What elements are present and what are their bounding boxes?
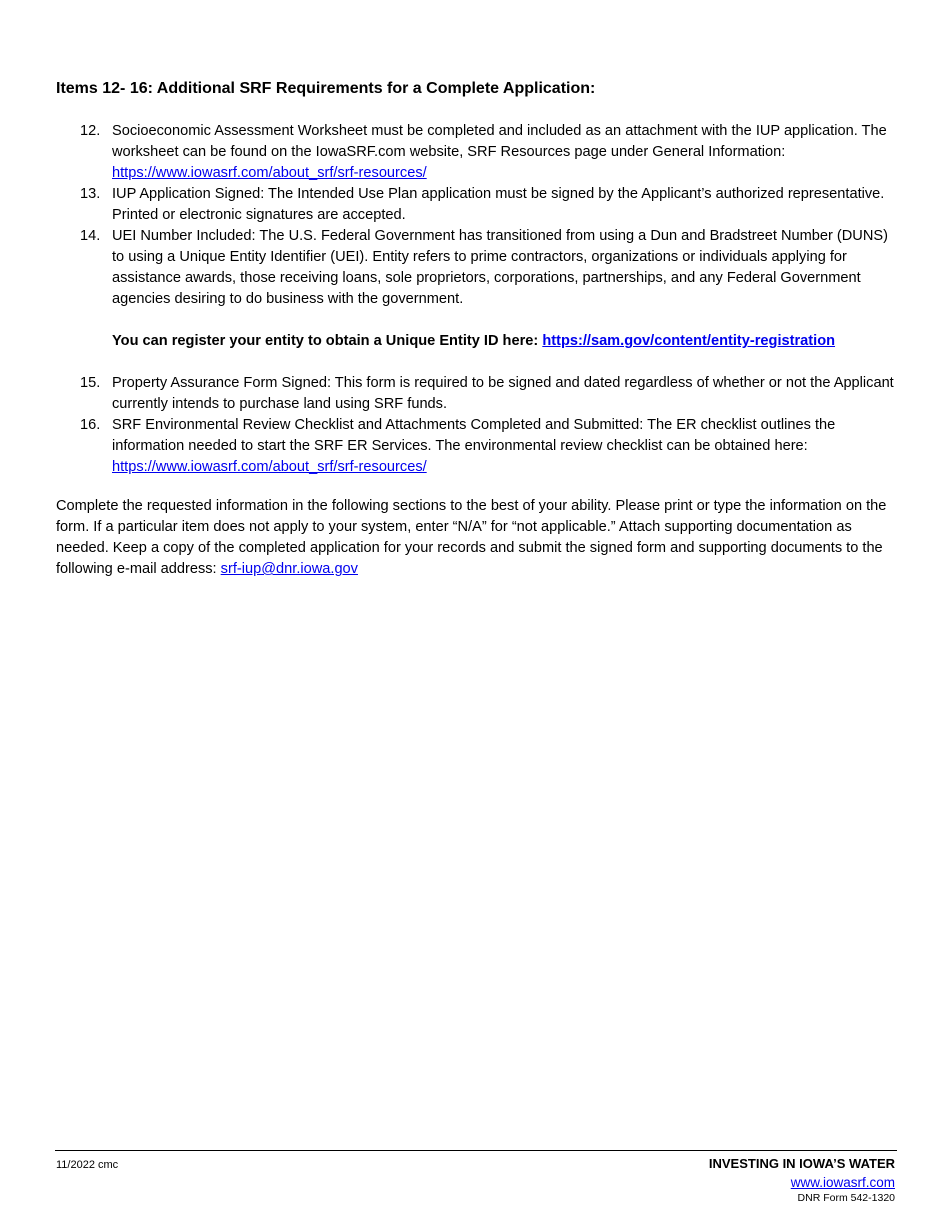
footer-date: 11/2022 cmc (56, 1159, 119, 1171)
item-number: 12. (80, 123, 101, 139)
item-number: 14. (80, 228, 101, 244)
item-body: UEI Number Included: The U.S. Federal Government has transitioned from using a Dun and Bradstreet Number (DUNS) to using a Unique Entity Identifier (UEI). Entity refers to prime contractors, organizations or individuals applying for assistance awards, those receiving loans, sole proprietors, corporations, partnerships, and any Federal Government agencies desiring to do business with the government. (112, 228, 888, 307)
footer-form-number: DNR Form 542-1320 (797, 1192, 895, 1204)
footer-website-link[interactable]: www.iowasrf.com (790, 1175, 895, 1190)
footer-divider (55, 1150, 897, 1151)
list-item-14 (56, 226, 896, 310)
sam-registration-link[interactable]: https://sam.gov/content/entity-registration (542, 333, 836, 349)
item-text (112, 373, 896, 415)
instructions-text: Complete the requested information in the following sections to the best of your ability. Please print or type the information on the form. If a particular item does not apply to your system, enter “N/A” for “not applicable.” Attach supporting documentation as needed. Keep a copy of the completed application for your records and submit the signed form and supporting documents to the following e-mail address: (56, 498, 887, 577)
list-item-12 (56, 121, 896, 184)
requirements-list (56, 121, 896, 478)
instructions-paragraph (56, 496, 896, 580)
list-item-13 (56, 184, 896, 226)
item-number: 15. (80, 375, 101, 391)
register-text: You can register your entity to obtain a Unique Entity ID here: (112, 333, 543, 349)
item-body: IUP Application Signed: The Intended Use Plan application must be signed by the Applicant’s authorized representative. Printed or electronic signatures are accepted. (112, 186, 885, 223)
register-entity-note (112, 331, 896, 352)
item-body: Socioeconomic Assessment Worksheet must be completed and included as an attachment with the IUP application. The worksheet can be found on the IowaSRF.com website, SRF Resources page under General Information: (112, 123, 887, 160)
srf-resources-link-2[interactable]: https://www.iowasrf.com/about_srf/srf-resources/ (112, 459, 427, 475)
list-item-15 (56, 373, 896, 415)
list-item-16 (56, 415, 896, 478)
document-page (56, 0, 896, 1230)
item-text (112, 415, 896, 478)
srf-resources-link[interactable]: https://www.iowasrf.com/about_srf/srf-resources/ (112, 165, 427, 181)
section-heading: Items 12- 16: Additional SRF Requirements for a Complete Application: (56, 80, 596, 97)
item-text (112, 121, 896, 184)
footer-title: INVESTING IN IOWA’S WATER (708, 1156, 895, 1171)
item-body: SRF Environmental Review Checklist and Attachments Completed and Submitted: The ER checklist outlines the information needed to start the SRF ER Services. The environmental review checklist can be obtained here: (112, 417, 836, 454)
footer-branding (709, 1155, 895, 1205)
item-text (112, 226, 896, 310)
item-text (112, 184, 896, 226)
item-body: Property Assurance Form Signed: This form is required to be signed and dated regardless of whether or not the Applicant currently intends to purchase land using SRF funds. (112, 375, 894, 412)
email-link[interactable]: srf-iup@dnr.iowa.gov (220, 561, 358, 577)
item-number: 13. (80, 186, 101, 202)
item-number: 16. (80, 417, 101, 433)
